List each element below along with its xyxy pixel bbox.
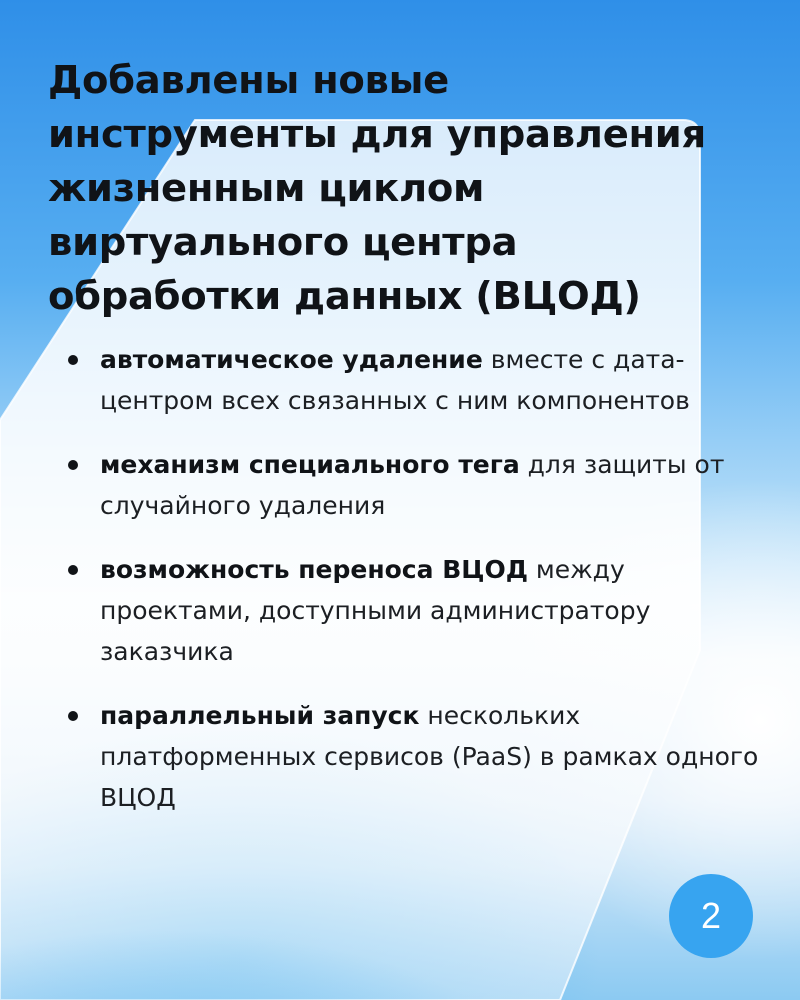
feature-lead: механизм специального тега	[100, 450, 520, 479]
feature-lead: автоматическое удаление	[100, 345, 483, 374]
page-number-badge: 2	[669, 874, 753, 958]
feature-description: нескольких платформенных сервисов (PaaS) в рамках одного ВЦОД	[100, 701, 759, 812]
feature-list	[66, 339, 766, 841]
bullet-dot-icon	[68, 355, 78, 365]
slide-title: Добавлены новые инструменты для управления жизненным циклом виртуального центра обработки данных (ВЦОД)	[48, 58, 706, 319]
feature-lead: возможность переноса ВЦОД	[100, 555, 528, 584]
bullet-dot-icon	[68, 565, 78, 575]
feature-description: для защиты от случайного удаления	[100, 450, 725, 520]
feature-item-vdc-transfer	[66, 549, 766, 672]
feature-item-protection-tag	[66, 444, 766, 526]
feature-description: вместе с дата-центром всех связанных с ним компонентов	[100, 345, 690, 415]
feature-item-parallel-launch	[66, 695, 766, 818]
bullet-dot-icon	[68, 711, 78, 721]
feature-item-auto-delete	[66, 339, 766, 421]
bullet-dot-icon	[68, 460, 78, 470]
feature-lead: параллельный запуск	[100, 701, 420, 730]
feature-description: между проектами, доступными администратору заказчика	[100, 555, 651, 666]
